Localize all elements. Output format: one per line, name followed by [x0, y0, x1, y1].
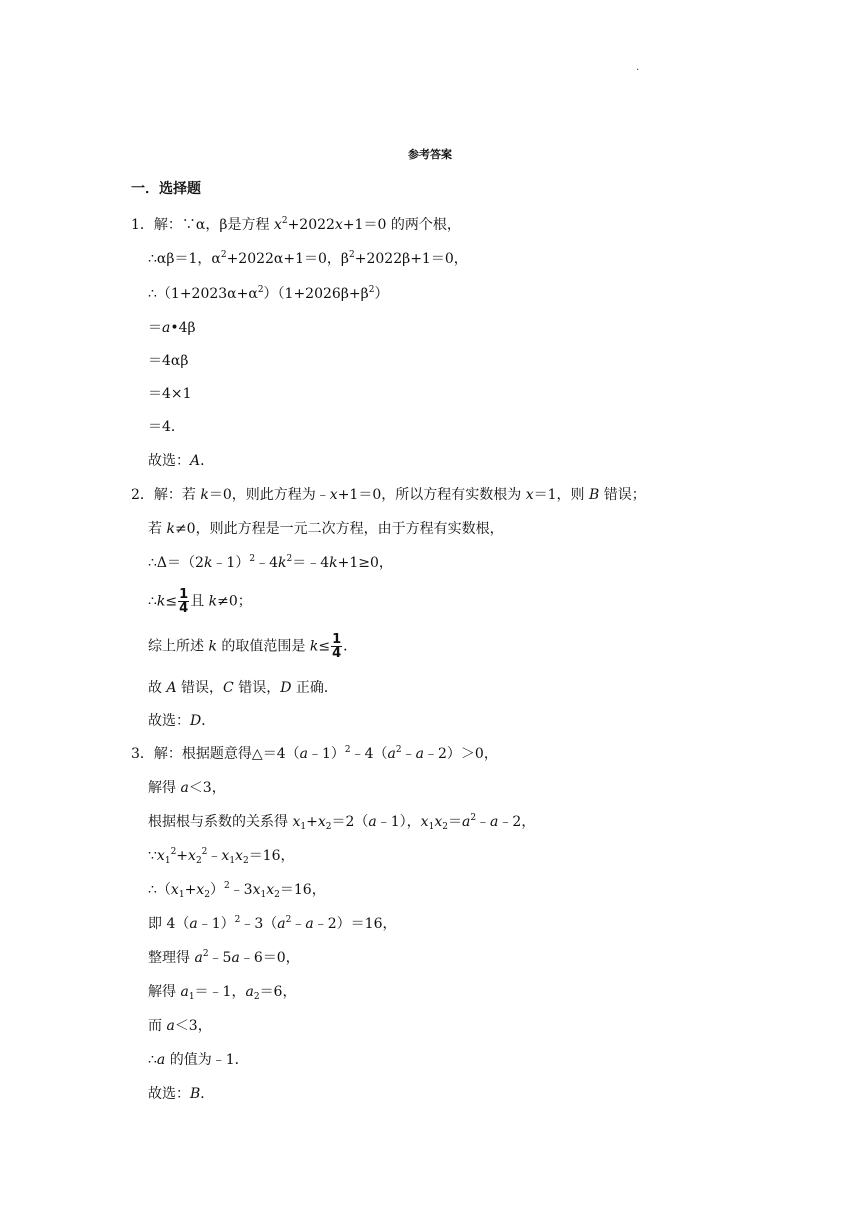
- q3-line-5: $\therefore(x_1+x_2)^2﹣3x_1x_2=16$，: [148, 881, 326, 900]
- q3-answer: 故选：B．: [148, 1086, 215, 1102]
- q2-line-6: 故 A 错误，C 错误，D 正确．: [148, 680, 338, 696]
- q2-number: 2．: [131, 487, 154, 503]
- page-title: 参考答案: [408, 148, 452, 161]
- q2-line-1: 2．解：若 k＝0，则此方程为﹣x+1＝0，所以方程有实数根为 x＝1，则 B 错误；: [131, 487, 646, 503]
- q3-line-9: 而 a＜3，: [148, 1018, 212, 1034]
- q2-line-2: 若 k≠0，则此方程是一元二次方程，由于方程有实数根，: [148, 521, 504, 537]
- q3-line-8: 解得 $a_1=﹣1$，$a_2=6$，: [148, 984, 297, 1002]
- q2-line-3: $\therefore\Delta=(2k﹣1)^2﹣4k^2=﹣4k+1\ge 0$，: [148, 554, 393, 571]
- q1-line-3: $\therefore(1+2023\alpha+\alpha^2)(1+2026\beta+\beta^2)$: [148, 285, 389, 302]
- q3-line-7: 整理得 $a^2﹣5a﹣6=0$，: [148, 949, 300, 966]
- fraction-one-quarter: $\frac{1}{4}$: [179, 587, 189, 616]
- q3-line-4: $\because x_1^2+x_2^2﹣x_1x_2=16$，: [148, 847, 295, 866]
- corner-mark: ·: [636, 65, 640, 76]
- q1-line-1: 1．解：∵α，β是方程 $x^2+2022x+1=0$ 的两个根，: [131, 216, 461, 233]
- q3-line-6: 即 $4(a﹣1)^2﹣3(a^2﹣a﹣2)=16$，: [148, 915, 397, 932]
- fraction-one-quarter: $\frac{1}{4}$: [332, 632, 342, 661]
- q3-line-3: 根据根与系数的关系得 $x_1+x_2=2(a﹣1)$，$x_1x_2=a^2﹣a﹣2$，: [148, 813, 536, 832]
- q3-line-10: ∴a 的值为﹣1．: [148, 1052, 249, 1068]
- q2-line-5: 综上所述 k 的取值范围是 k≤ $\frac{1}{4}$ ．: [148, 632, 358, 661]
- q1-answer: 故选：A．: [148, 453, 215, 469]
- q3-line-1: 3．解：根据题意得$\triangle=4(a﹣1)^2﹣4(a^2﹣a﹣2)>0$，: [131, 745, 498, 762]
- q1-line-7: ＝4．: [148, 419, 185, 435]
- section-heading: 一．选择题: [131, 181, 201, 197]
- q1-line-6: ＝4×1: [148, 386, 192, 402]
- q2-answer: 故选：D．: [148, 713, 216, 729]
- q3-line-2: 解得 a＜3，: [148, 780, 226, 796]
- q3-number: 3．: [131, 746, 154, 762]
- q1-line-2: ∴αβ＝1，$\alpha^2+2022\alpha+1=0$，$\beta^2+2022\beta+1=0$，: [148, 250, 468, 267]
- q1-number: 1．: [131, 217, 154, 233]
- q1-line-4: ＝a•4β: [148, 320, 196, 336]
- q2-line-4: ∴k≤ $\frac{1}{4}$ 且 k≠0；: [148, 587, 252, 616]
- q1-line-5: ＝4αβ: [148, 353, 189, 369]
